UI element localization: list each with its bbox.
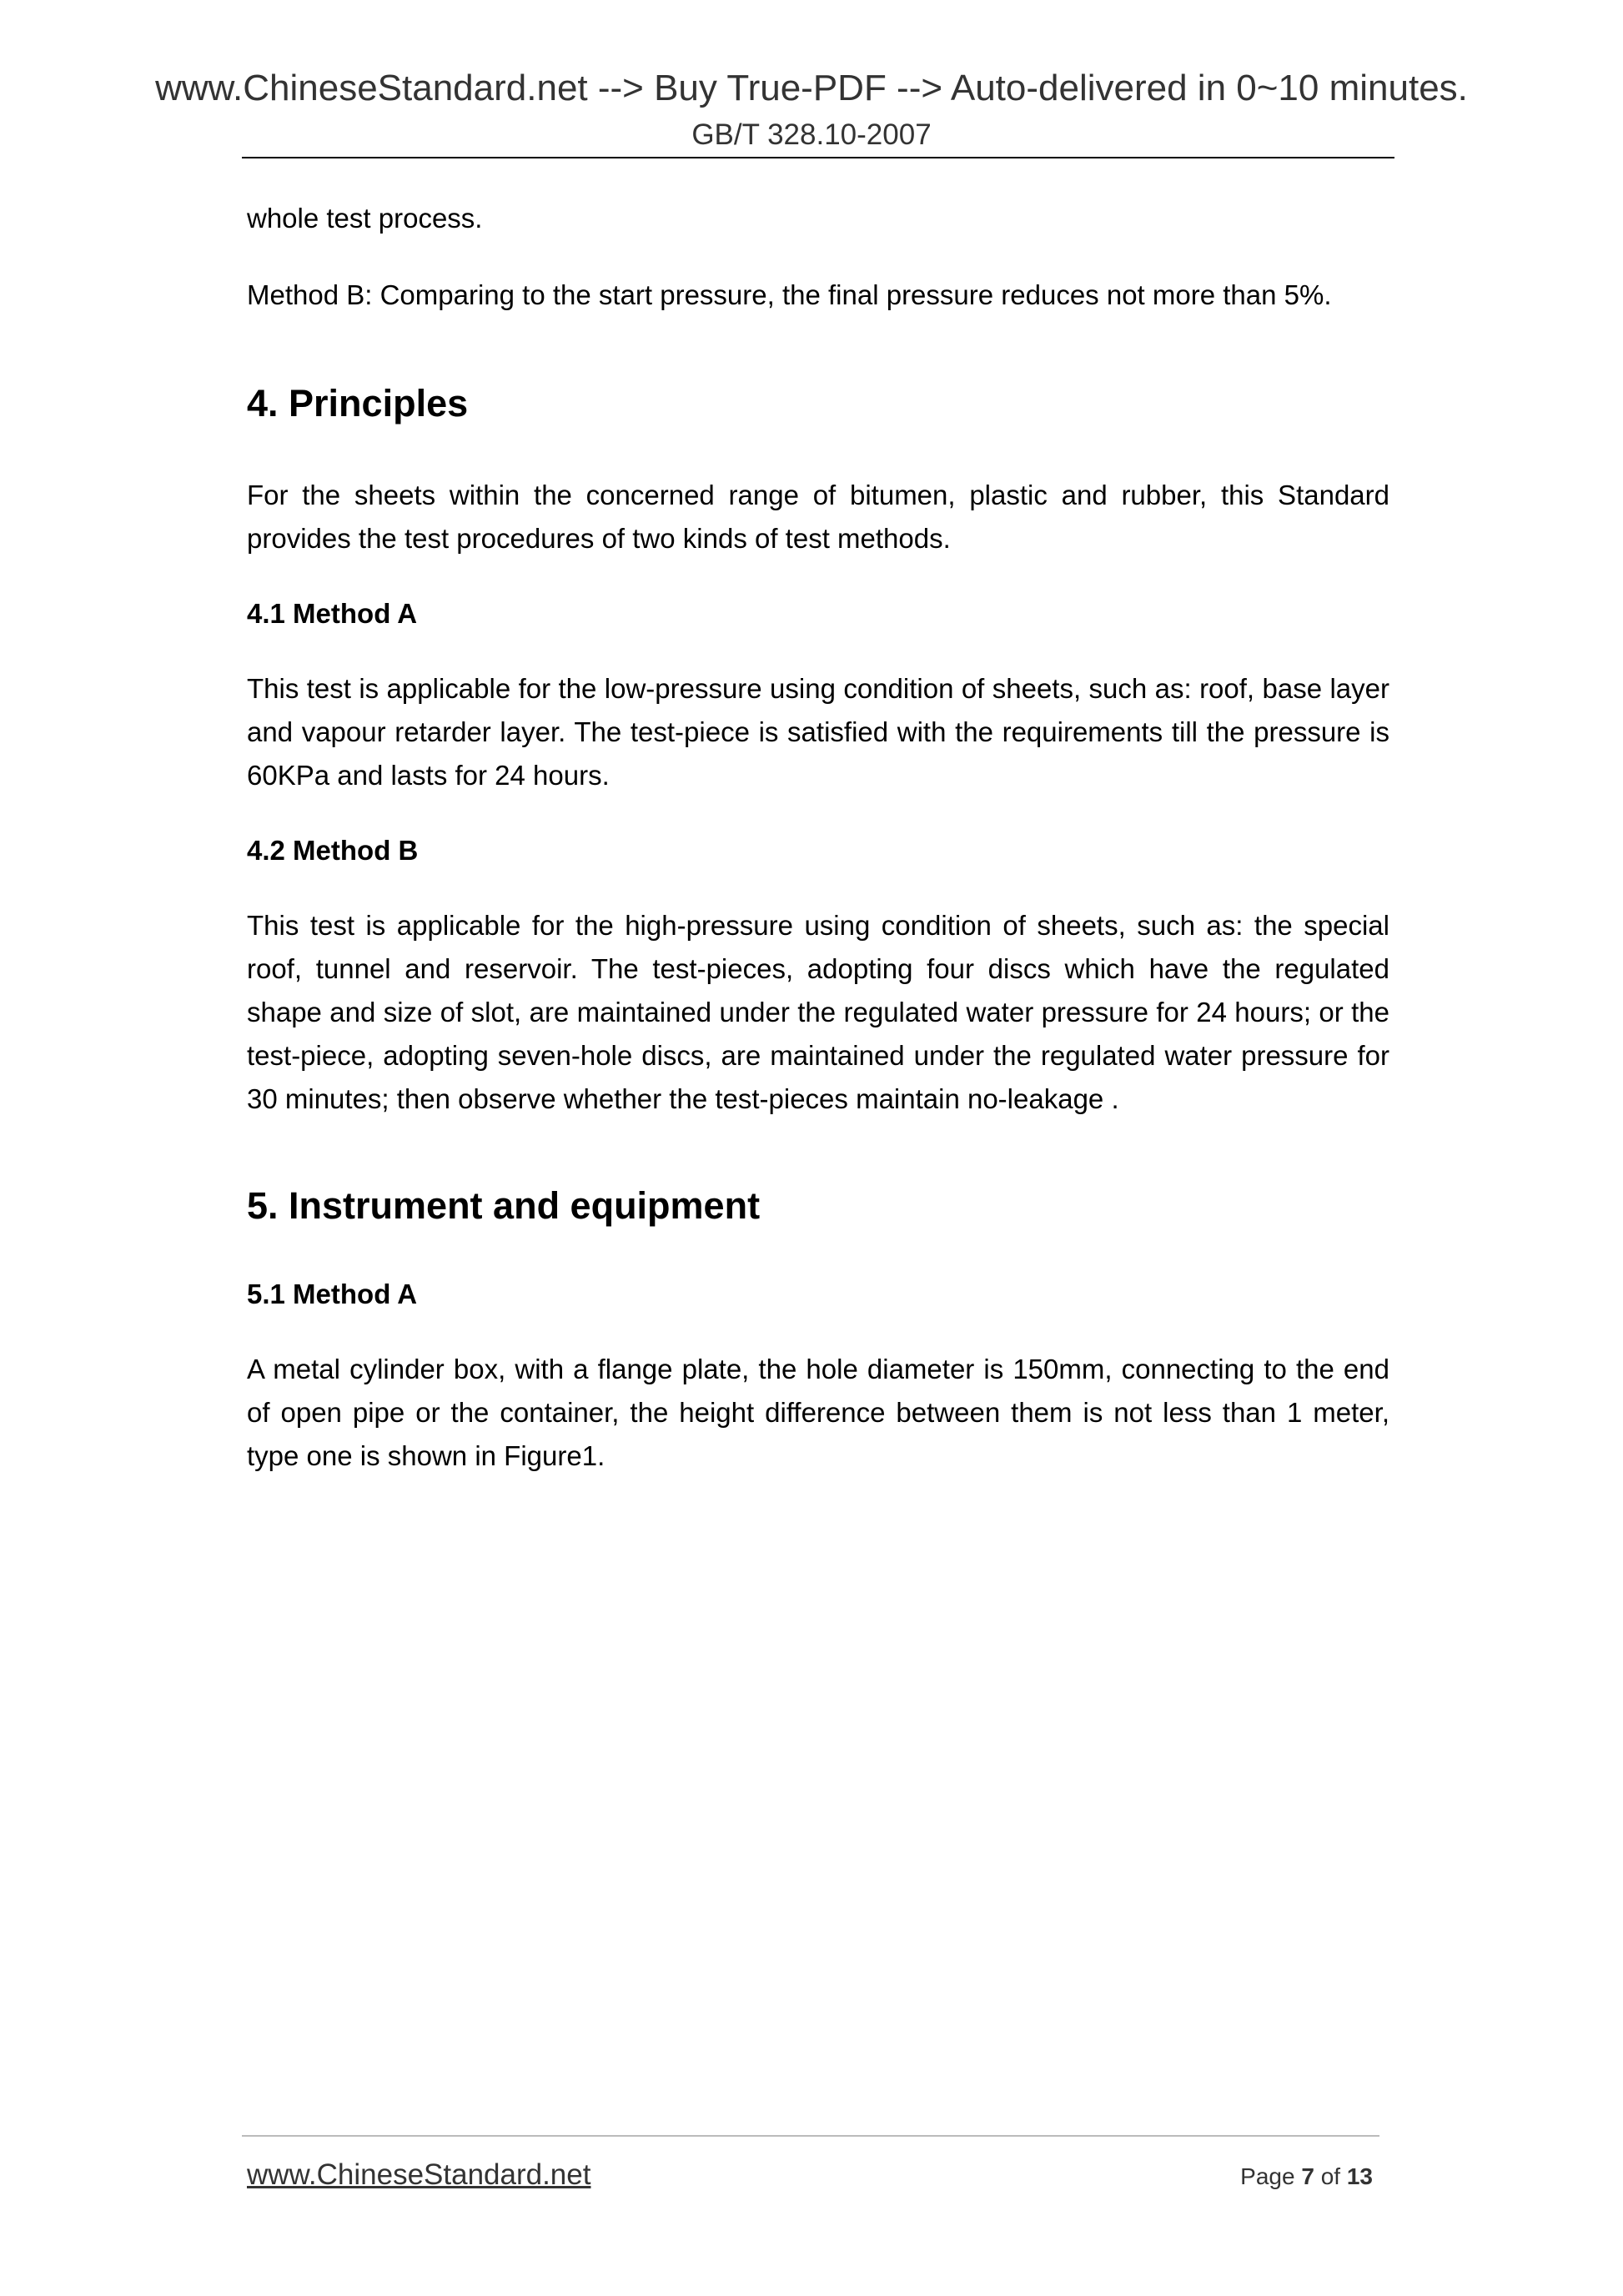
document-body (247, 197, 1389, 1478)
section-4-intro: For the sheets within the concerned range of bitumen, plastic and rubber, this Standard provides the test procedures of two kinds of test methods. (247, 480, 1389, 554)
method-b-criterion: Method B: Comparing to the start pressure, the final pressure reduces not more than 5%. (247, 279, 1332, 310)
page-of: of (1320, 2163, 1341, 2189)
footer-divider (242, 2135, 1379, 2137)
section-4-2-text: This test is applicable for the high-pressure using condition of sheets, such as: the special roof, tunnel and reservoir. The test-pieces, adopting four discs which have the regulated shape and size of slot, are maintained under the regulated water pressure for 24 hours; or the test-piece, adopting seven-hole discs, are maintained under the regulated water pressure for 30 minutes; then observe whether the test-pieces maintain no-leakage . (247, 910, 1389, 1114)
section-5-1-heading: 5.1 Method A (247, 1279, 418, 1309)
section-4-1-text: This test is applicable for the low-pressure using condition of sheets, such as: roof, base layer and vapour retarder layer. The test-piece is satisfied with the requirements till the pressure is 60KPa and lasts for 24 hours. (247, 673, 1389, 791)
page-current: 7 (1301, 2163, 1314, 2189)
page-indicator (1240, 2162, 1373, 2192)
header-divider (242, 157, 1394, 158)
footer-site-link[interactable]: www.ChineseStandard.net (247, 2158, 591, 2191)
section-4-1-heading: 4.1 Method A (247, 598, 418, 629)
standard-code: GB/T 328.10-2007 (691, 118, 932, 151)
site-banner: www.ChineseStandard.net --> Buy True-PDF --> Auto-delivered in 0~10 minutes. (155, 68, 1468, 108)
section-5-1-text: A metal cylinder box, with a flange plate, the hole diameter is 150mm, connecting to the end of open pipe or the container, the height difference between them is not less than 1 meter, type one is shown in Figure1. (247, 1354, 1389, 1471)
section-5-heading: 5. Instrument and equipment (247, 1184, 761, 1227)
page-total: 13 (1346, 2163, 1373, 2189)
page-label: Page (1240, 2163, 1295, 2189)
continuation-text: whole test process. (247, 203, 483, 234)
section-4-heading: 4. Principles (247, 382, 469, 425)
section-4-2-heading: 4.2 Method B (247, 835, 419, 866)
